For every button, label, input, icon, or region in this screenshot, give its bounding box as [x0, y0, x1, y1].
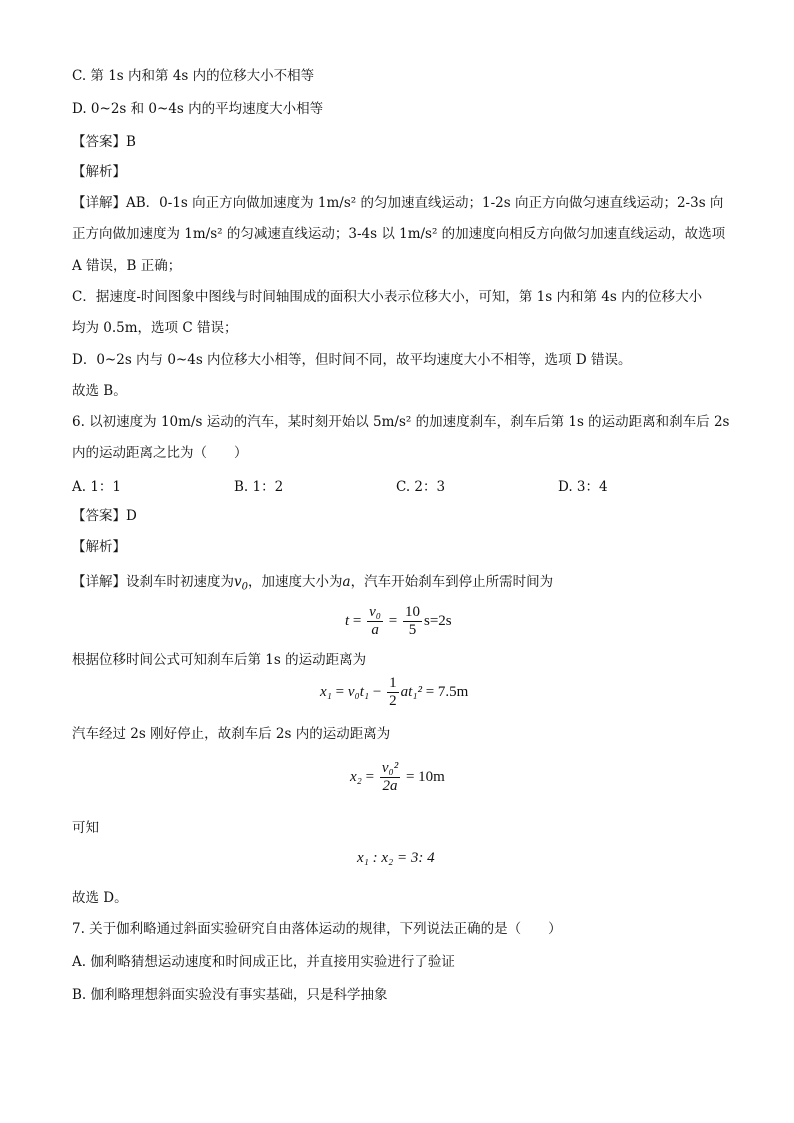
q6-conclusion: 故选 D。: [72, 890, 128, 906]
q6-text-3: 汽车经过 2s 刚好停止，故刹车后 2s 内的运动距离为: [72, 726, 391, 742]
q6-detail-line-1: [72, 572, 553, 598]
q6-answer-line: [72, 506, 137, 526]
detail-tag: 【详解】: [72, 574, 126, 590]
equation-ratio: x₁ : x₂ = 3: 4: [357, 850, 435, 866]
q6-option-d: D. 3：4: [558, 479, 608, 495]
detail-text: AB．0-1s 向正方向做加速度为 1m/s² 的匀加速直线运动；1-2s 向正方向做匀速直线运动；2-3s 向: [126, 195, 724, 211]
detail-text: ，汽车开始刹车到停止所需时间为: [350, 574, 554, 590]
q6-stem-line-1: 6. 以初速度为 10m/s 运动的汽车，某时刻开始以 5m/s² 的加速度刹车，刹车后第 1s 的运动距离和刹车后 2s: [72, 414, 730, 430]
q5-detail-line-3: A 错误，B 正确；: [72, 258, 182, 274]
analysis-tag: 【解析】: [72, 539, 126, 555]
detail-tag: 【详解】: [72, 195, 126, 211]
fraction: $\frac{10}{5}$: [404, 604, 420, 638]
equation-first-second-distance: x₁ = v₀t₁ − $\frac{1}{2}$ at₁² = 7.5m: [320, 675, 469, 709]
analysis-tag: 【解析】: [72, 164, 126, 180]
q5-option-c: C. 第 1s 内和第 4s 内的位移大小不相等: [72, 68, 315, 84]
answer-tag: 【答案】: [72, 508, 126, 524]
q5-detail-line-4: C．据速度-时间图象中图线与时间轴围成的面积大小表示位移大小，可知，第 1s 内和第 4s 内的位移大小: [72, 289, 703, 305]
q6-text-4: 可知: [72, 820, 99, 836]
q6-stem-line-2: 内的运动距离之比为（ ）: [72, 445, 248, 461]
q6-option-c: C. 2：3: [396, 479, 446, 495]
equation-stop-time: t = $\frac{\text{v₀}}{a}$ = $\frac{10}{5}$ s=2s: [345, 604, 452, 638]
answer-value: D: [126, 508, 137, 524]
detail-text: 设刹车时初速度为: [126, 574, 234, 590]
equation-total-distance: x₂ = $\frac{\text{v₀²}}{2a}$ = 10m: [350, 760, 445, 794]
answer-value: B: [126, 134, 136, 150]
q5-conclusion: 故选 B。: [72, 383, 127, 399]
q6-text-2: 根据位移时间公式可知刹车后第 1s 的运动距离为: [72, 652, 367, 668]
answer-tag: 【答案】: [72, 134, 126, 150]
q5-answer-line: [72, 132, 136, 152]
q5-detail-line-6: D．0~2s 内与 0~4s 内位移大小相等，但时间不同，故平均速度大小不相等，选项 D 错误。: [72, 352, 632, 368]
a-symbol: a: [342, 574, 351, 590]
q7-stem: 7. 关于伽利略通过斜面实验研究自由落体运动的规律，下列说法正确的是（ ）: [72, 921, 562, 937]
q5-detail-line-1: [72, 193, 723, 213]
q5-option-d: D. 0~2s 和 0~4s 内的平均速度大小相等: [72, 101, 324, 117]
q7-option-a: A. 伽利略猜想运动速度和时间成正比，并直接用实验进行了验证: [72, 954, 455, 970]
fraction: $\frac{\text{v₀}}{a}$: [369, 604, 382, 638]
fraction: $\frac{1}{2}$: [389, 675, 397, 709]
q5-detail-line-5: 均为 0.5m，选项 C 错误；: [72, 320, 238, 336]
detail-text: ，加速度大小为: [248, 574, 343, 590]
q6-option-b: B. 1：2: [234, 479, 284, 495]
fraction: $\frac{\text{v₀²}}{2a}$: [381, 760, 399, 794]
q5-detail-line-2: 正方向做加速度为 1m/s² 的匀减速直线运动；3-4s 以 1m/s² 的加速度向相反方向做匀加速直线运动，故选项: [72, 226, 726, 242]
q7-option-b: B. 伽利略理想斜面实验没有事实基础，只是科学抽象: [72, 987, 388, 1003]
v0-symbol: $v_0$: [234, 574, 249, 593]
q6-option-a: A. 1：1: [72, 479, 122, 495]
